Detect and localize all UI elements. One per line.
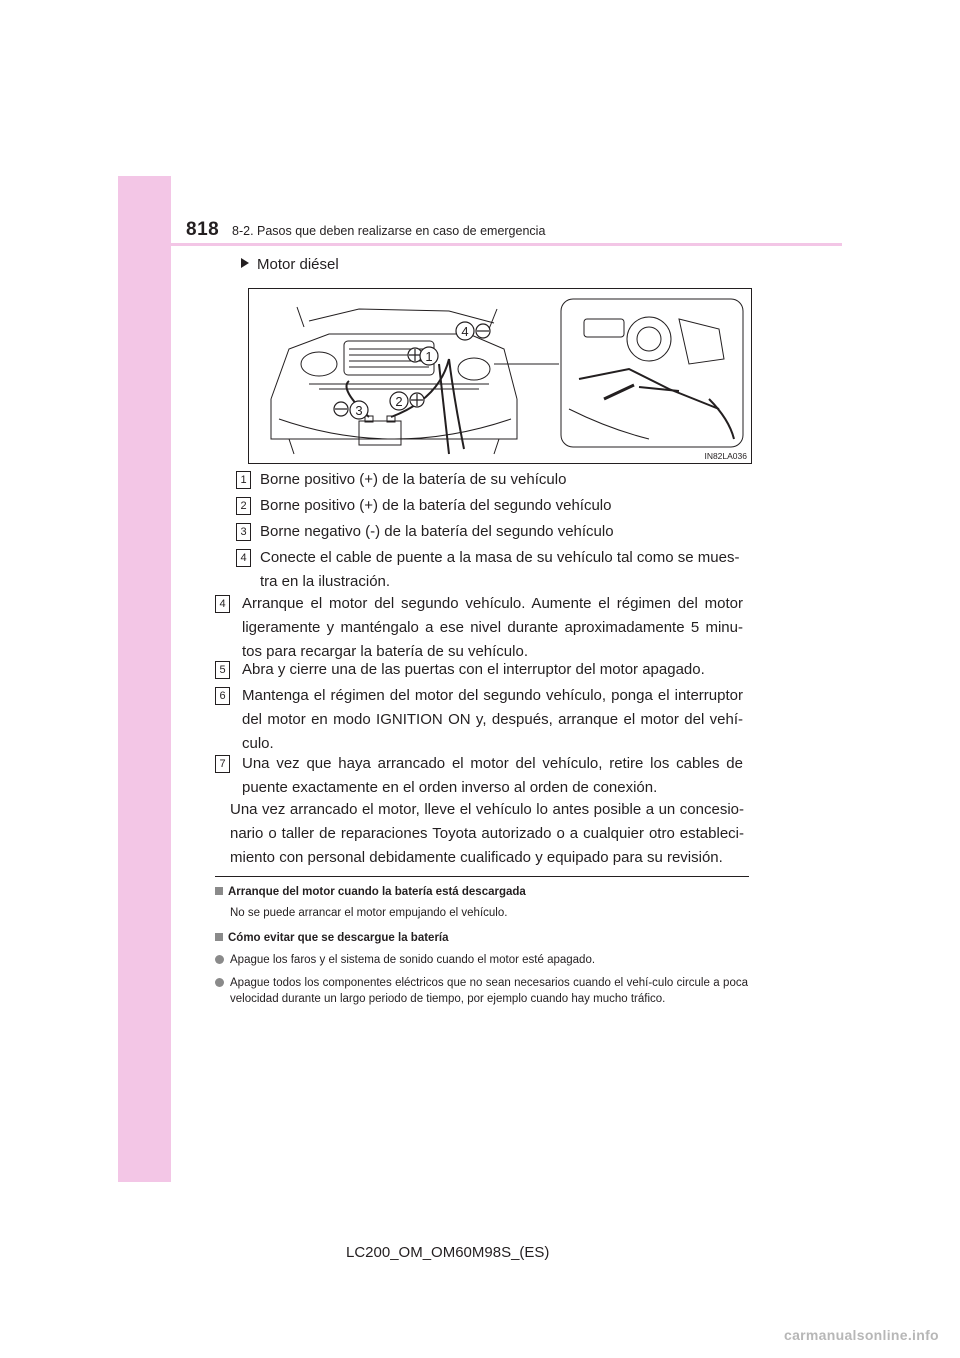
closing-paragraph: Una vez arrancado el motor, lleve el vehículo lo antes posible a un concesio-nario o taller de reparaciones Toyota autorizado o a cualquier otro estableci-miento con personal debidamente cualificado y equipado para su revisión. xyxy=(230,801,744,866)
page-number: 818 xyxy=(186,219,220,240)
step-number: 4 xyxy=(215,595,230,613)
square-bullet-icon xyxy=(215,933,223,941)
section-title: 8-2. Pasos que deben realizarse en caso de emergencia xyxy=(232,224,546,238)
sub-heading-label: Motor diésel xyxy=(257,256,339,273)
callout-4: 4 xyxy=(461,324,469,339)
footer-code: LC200_OM_OM60M98S_(ES) xyxy=(346,1244,550,1261)
step-text: Arranque el motor del segundo vehículo. Aumente el régimen del motor ligeramente y manténgalo a ese nivel durante aproximadamente 5 minu-tos para recargar la batería de su vehículo. xyxy=(242,595,743,660)
callout-2: 2 xyxy=(395,394,403,409)
triangle-bullet-icon xyxy=(241,258,249,268)
note-bullet-text: Apague los faros y el sistema de sonido cuando el motor esté apagado. xyxy=(230,954,596,966)
legend-number: 3 xyxy=(236,523,251,541)
engine-bay-drawing xyxy=(249,289,751,463)
header-rule xyxy=(118,243,842,246)
step-number: 5 xyxy=(215,661,230,679)
legend-text: Borne positivo (+) de la batería del segundo vehículo xyxy=(260,497,612,514)
callout-1: 1 xyxy=(425,349,433,364)
circle-bullet-icon xyxy=(215,978,224,987)
callout-3: 3 xyxy=(355,403,363,418)
note-heading xyxy=(215,932,449,944)
note-heading xyxy=(215,886,526,898)
square-bullet-icon xyxy=(215,887,223,895)
step-text: Abra y cierre una de las puertas con el interruptor del motor apagado. xyxy=(242,661,705,678)
side-tab-strip xyxy=(118,176,171,1182)
note-text: No se puede arrancar el motor empujando el vehículo. xyxy=(230,907,508,919)
sub-heading xyxy=(241,256,339,273)
legend-text: Conecte el cable de puente a la masa de su vehículo tal como se mues-tra en la ilustración. xyxy=(260,549,740,590)
legend-number: 4 xyxy=(236,549,251,567)
engine-illustration xyxy=(248,288,752,464)
legend-text: Borne negativo (-) de la batería del segundo vehículo xyxy=(260,523,614,540)
legend-number: 1 xyxy=(236,471,251,489)
note-bullet-text: Apague todos los componentes eléctricos que no sean necesarios cuando el vehí-culo circule a poca velocidad durante un largo periodo de tiempo, por ejemplo cuando hay mucho tráfico. xyxy=(230,977,748,1005)
step-number: 7 xyxy=(215,755,230,773)
step-text: Una vez que haya arrancado el motor del vehículo, retire los cables de puente exactamente en el orden inverso al orden de conexión. xyxy=(242,755,743,796)
legend-text: Borne positivo (+) de la batería de su vehículo xyxy=(260,471,567,488)
watermark[interactable]: carmanualsonline.info xyxy=(784,1327,939,1343)
note-heading-label: Cómo evitar que se descargue la batería xyxy=(228,932,449,944)
notes-divider xyxy=(215,876,749,877)
note-heading-label: Arranque del motor cuando la batería está descargada xyxy=(228,886,526,898)
step-number: 6 xyxy=(215,687,230,705)
step-text: Mantenga el régimen del motor del segundo vehículo, ponga el interruptor del motor en modo IGNITION ON y, después, arranque el motor del vehí-culo. xyxy=(242,687,743,752)
legend-number: 2 xyxy=(236,497,251,515)
circle-bullet-icon xyxy=(215,955,224,964)
figure-code: IN82LA036 xyxy=(704,451,747,461)
